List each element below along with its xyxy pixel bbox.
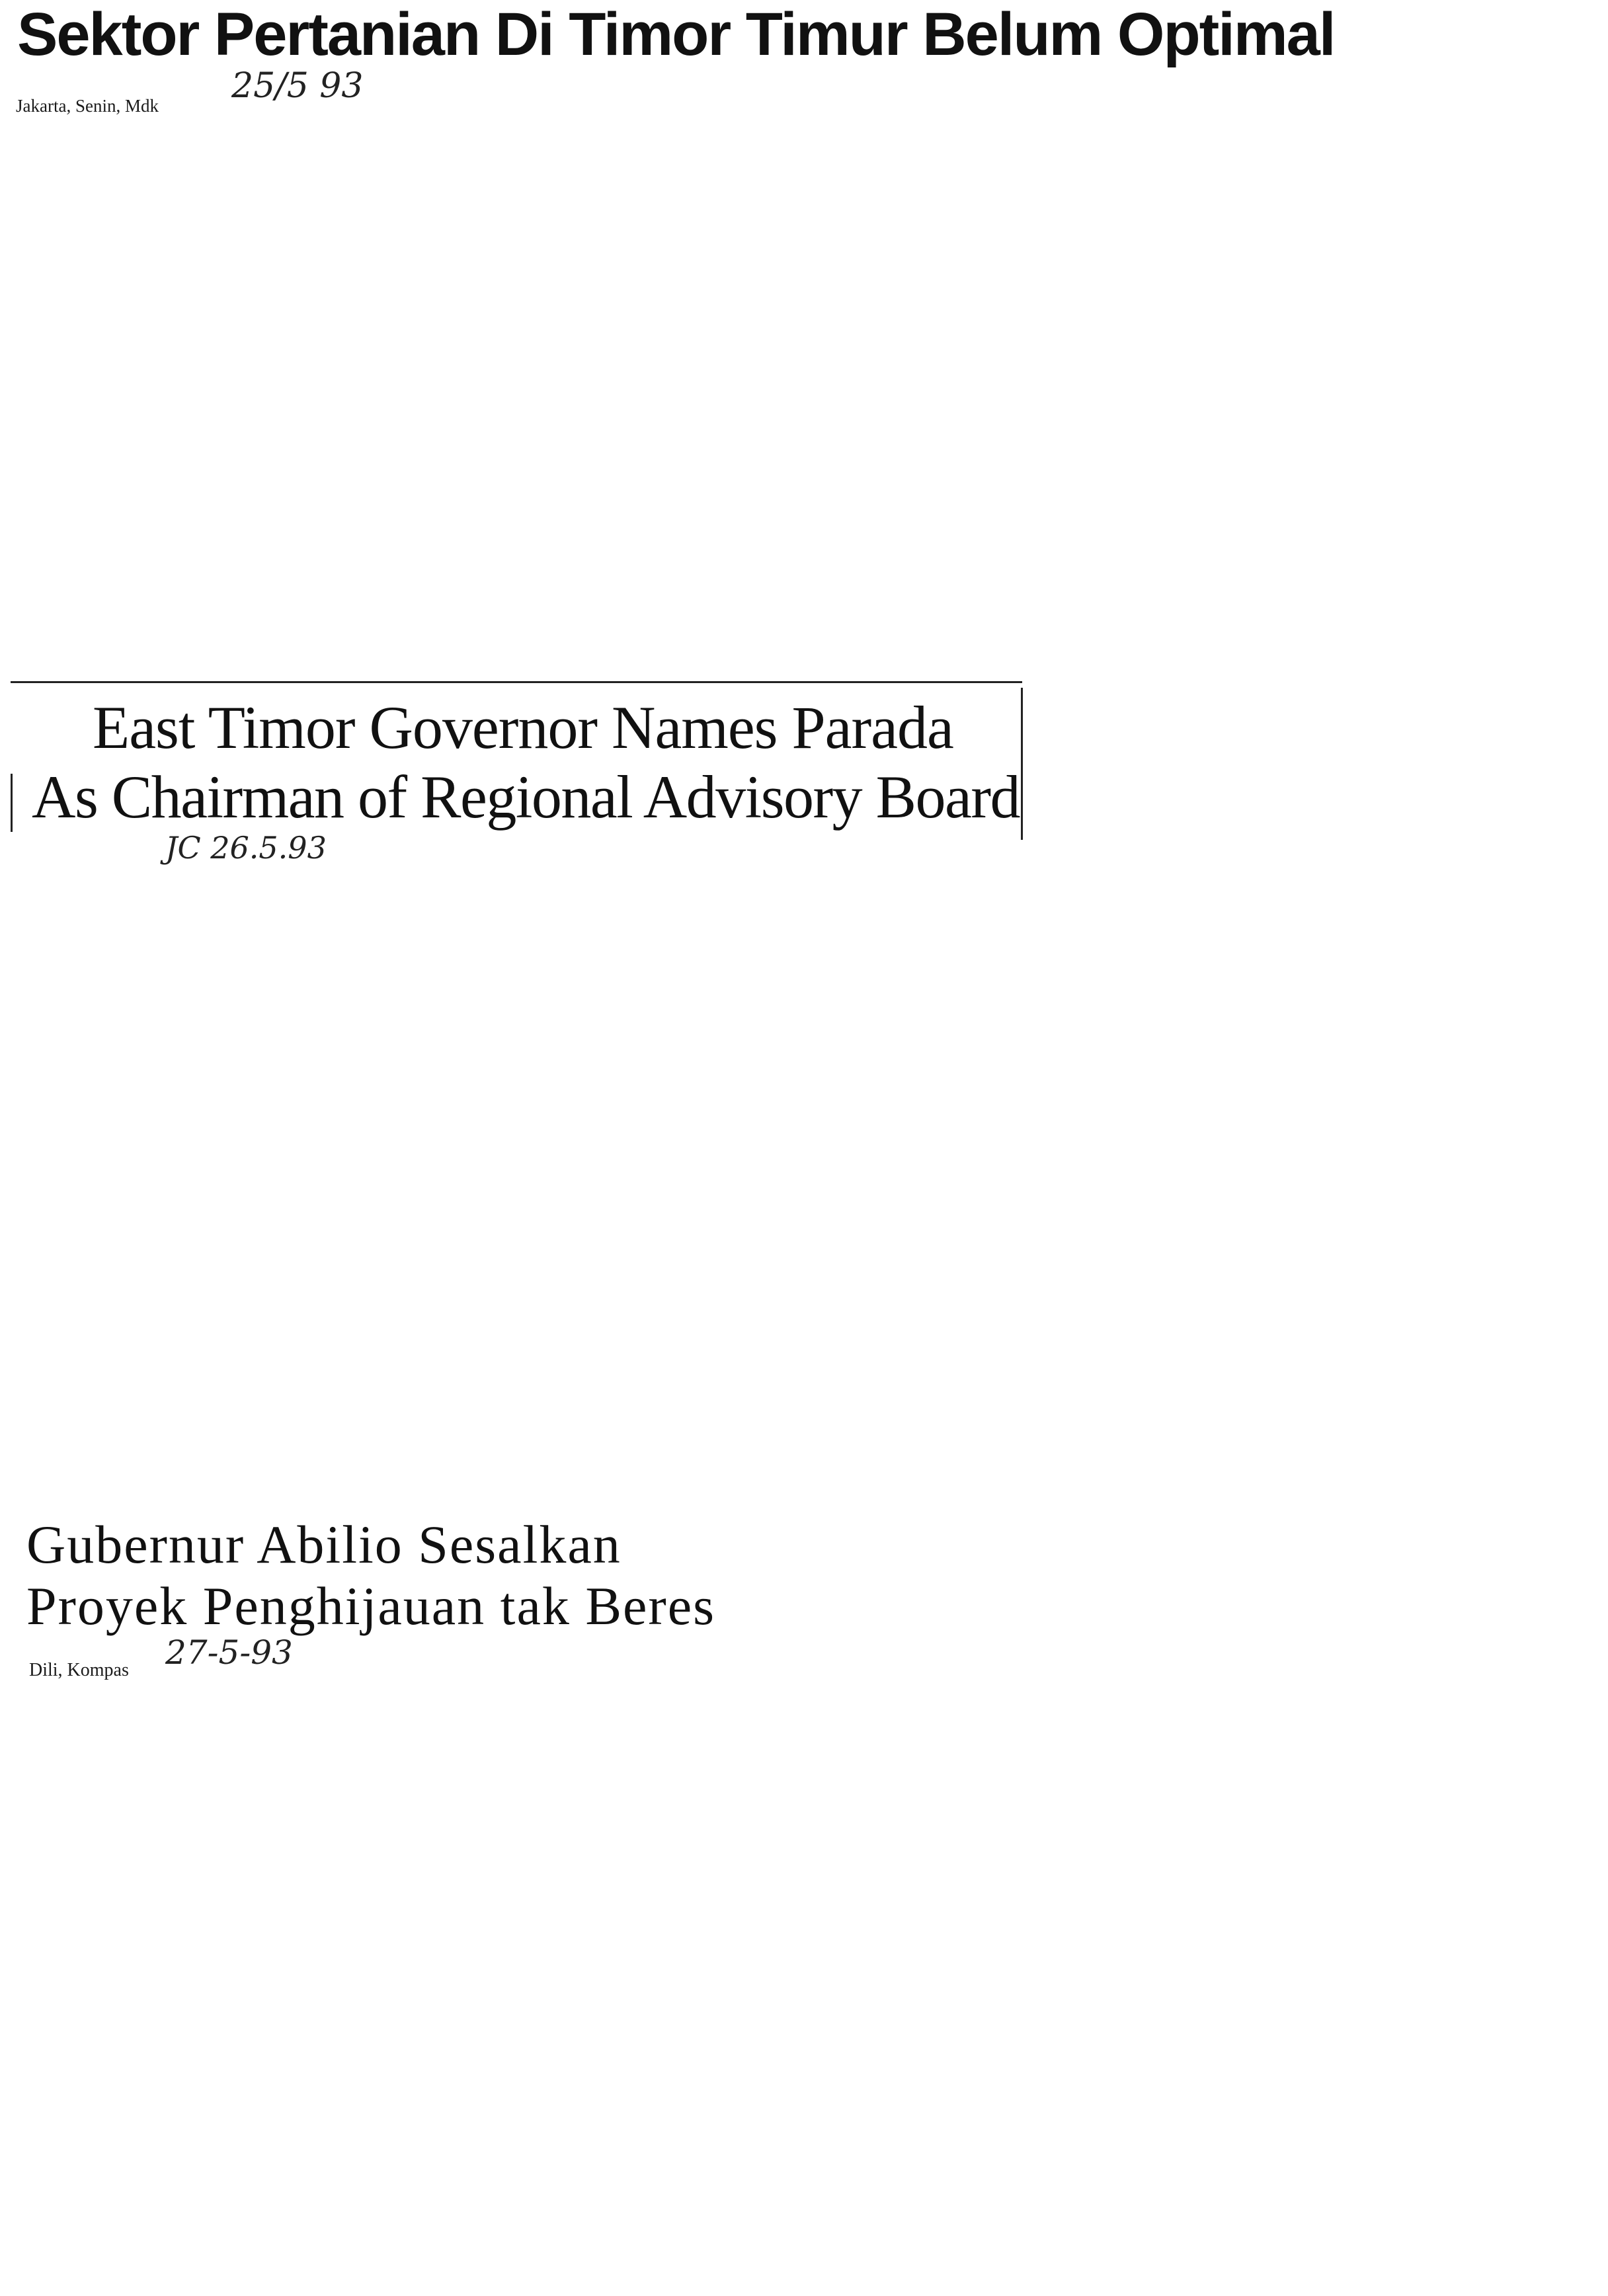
headline-line-1: Gubernur Abilio Sesalkan (26, 1514, 622, 1575)
box-rule-left (11, 774, 13, 832)
headline: Sektor Pertanian Di Timor Timur Belum Optimal (17, 1, 1335, 68)
dateline: Dili, Kompas (29, 1660, 129, 1680)
box-rule-top (11, 681, 1022, 683)
headline-line-1: East Timor Governor Names Parada (93, 694, 953, 761)
headline-line-2: Proyek Penghijauan tak Beres (26, 1576, 716, 1636)
headline-line-2: As Chairman of Regional Advisory Board (32, 763, 1020, 831)
handwritten-date: JC 26.5.93 (165, 830, 327, 866)
dateline: Jakarta, Senin, Mdk (16, 96, 159, 116)
handwritten-date: 27-5-93 (165, 1633, 293, 1672)
handwritten-date: 25/5 93 (231, 66, 364, 106)
box-rule-right (1021, 688, 1023, 840)
column-1 (29, 1660, 399, 1682)
column-1 (16, 96, 360, 116)
